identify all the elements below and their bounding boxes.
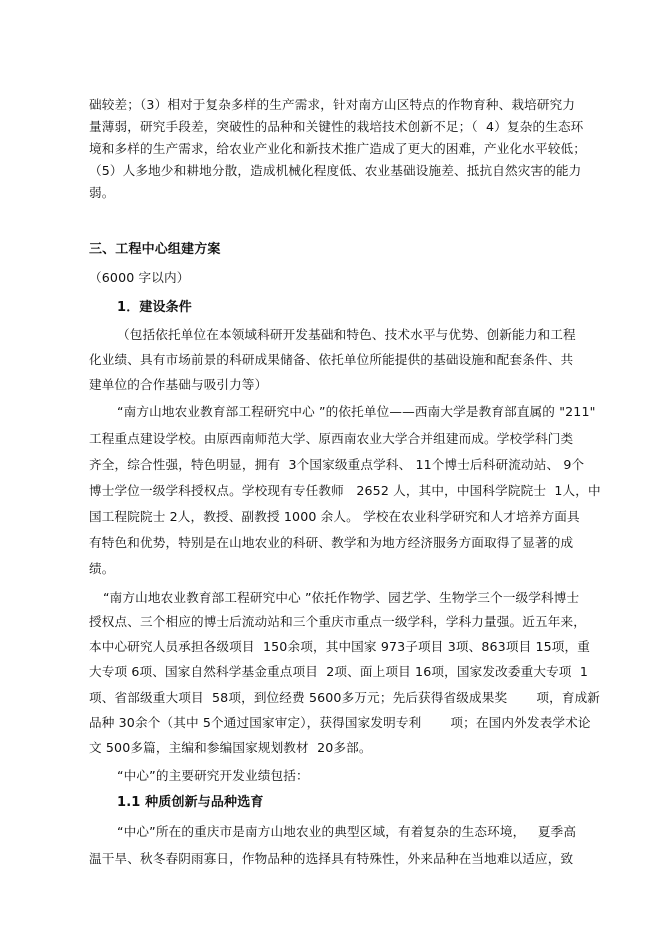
text-line: “南方山地农业教育部工程研究中心 ”的依托单位——西南大学是教育部直属的 "211" <box>117 404 596 419</box>
text-line: 弱。 <box>89 185 115 200</box>
text-line: 授权点、三个相应的博士后流动站和三个重庆市重点一级学科，学科力量强。近五年来， <box>89 614 587 629</box>
text-line: 大专项 6项、国家自然科学基金重点项目 2项、面上项目 16项，国家发改委重大专项 1 <box>89 664 589 679</box>
subsection-heading: 1．建设条件 <box>117 300 192 315</box>
text-line: 化业绩、具有市场前景的科研成果储备、依托单位所能提供的基础设施和配套条件、共 <box>89 352 574 367</box>
text-line: （包括依托单位在本领域科研开发基础和特色、技术水平与优势、创新能力和工程 <box>117 327 576 342</box>
text-line: 境和多样的生产需求，给农业产业化和新技术推广造成了更大的困难，产业化水平较低； <box>89 141 587 156</box>
text-line: 齐全，综合性强，特色明显，拥有 3个国家级重点学科、 11个博士后科研流动站、 9个 <box>89 457 585 472</box>
text-line: 温干旱、秋冬春阴雨寡日，作物品种的选择具有特殊性，外来品种在当地难以适应，致 <box>89 851 574 866</box>
text-line: 工程重点建设学校。由原西南师范大学、原西南农业大学合并组建而成。学校学科门类 <box>89 431 574 446</box>
text-line: 本中心研究人员承担各级项目 150余项，其中国家 973子项目 3项、863项目 15项，重 <box>89 639 591 654</box>
text-line: “南方山地农业教育部工程研究中心 ”依托作物学、园艺学、生物学三个一级学科博士 <box>103 590 580 605</box>
section-heading: 三、工程中心组建方案 <box>89 242 221 257</box>
text-line: 国工程院院士 2人，教授、副教授 1000 余人。 学校在农业科学研究和人才培养方面具 <box>89 509 580 524</box>
text-line: 础较差；（3）相对于复杂多样的生产需求，针对南方山区特点的作物育种、栽培研究力 <box>89 97 576 112</box>
text-line: 博士学位一级学科授权点。学校现有专任教师 2652 人，其中，中国科学院院士 1人，中 <box>89 483 601 498</box>
subsection-heading: 1.1 种质创新与品种选育 <box>117 795 264 810</box>
text-line: 文 500多篇，主编和参编国家规划教材 20多部。 <box>89 740 372 755</box>
word-limit-note: （6000 字以内） <box>89 270 190 285</box>
text-line: 项、省部级重大项目 58项，到位经费 5600多万元；先后获得省级成果奖 项，育成新 <box>89 690 601 705</box>
text-line: 量薄弱，研究手段差，突破性的品种和关键性的栽培技术创新不足；（ 4）复杂的生态环 <box>89 119 584 134</box>
text-line: 建单位的合作基础与吸引力等） <box>89 377 268 392</box>
text-line: 有特色和优势，特别是在山地农业的科研、教学和为地方经济服务方面取得了显著的成 <box>89 535 574 550</box>
text-line: “中心”所在的重庆市是南方山地农业的典型区域，有着复杂的生态环境， 夏季高 <box>117 824 577 839</box>
body-paragraph: “中心”的主要研究开发业绩包括： <box>117 768 309 783</box>
text-line: （5）人多地少和耕地分散，造成机械化程度低、农业基础设施差、抵抗自然灾害的能力 <box>89 163 582 178</box>
text-line: 绩。 <box>89 561 115 576</box>
text-line: 品种 30余个（其中 5个通过国家审定），获得国家发明专利 项；在国内外发表学术论 <box>89 715 591 730</box>
